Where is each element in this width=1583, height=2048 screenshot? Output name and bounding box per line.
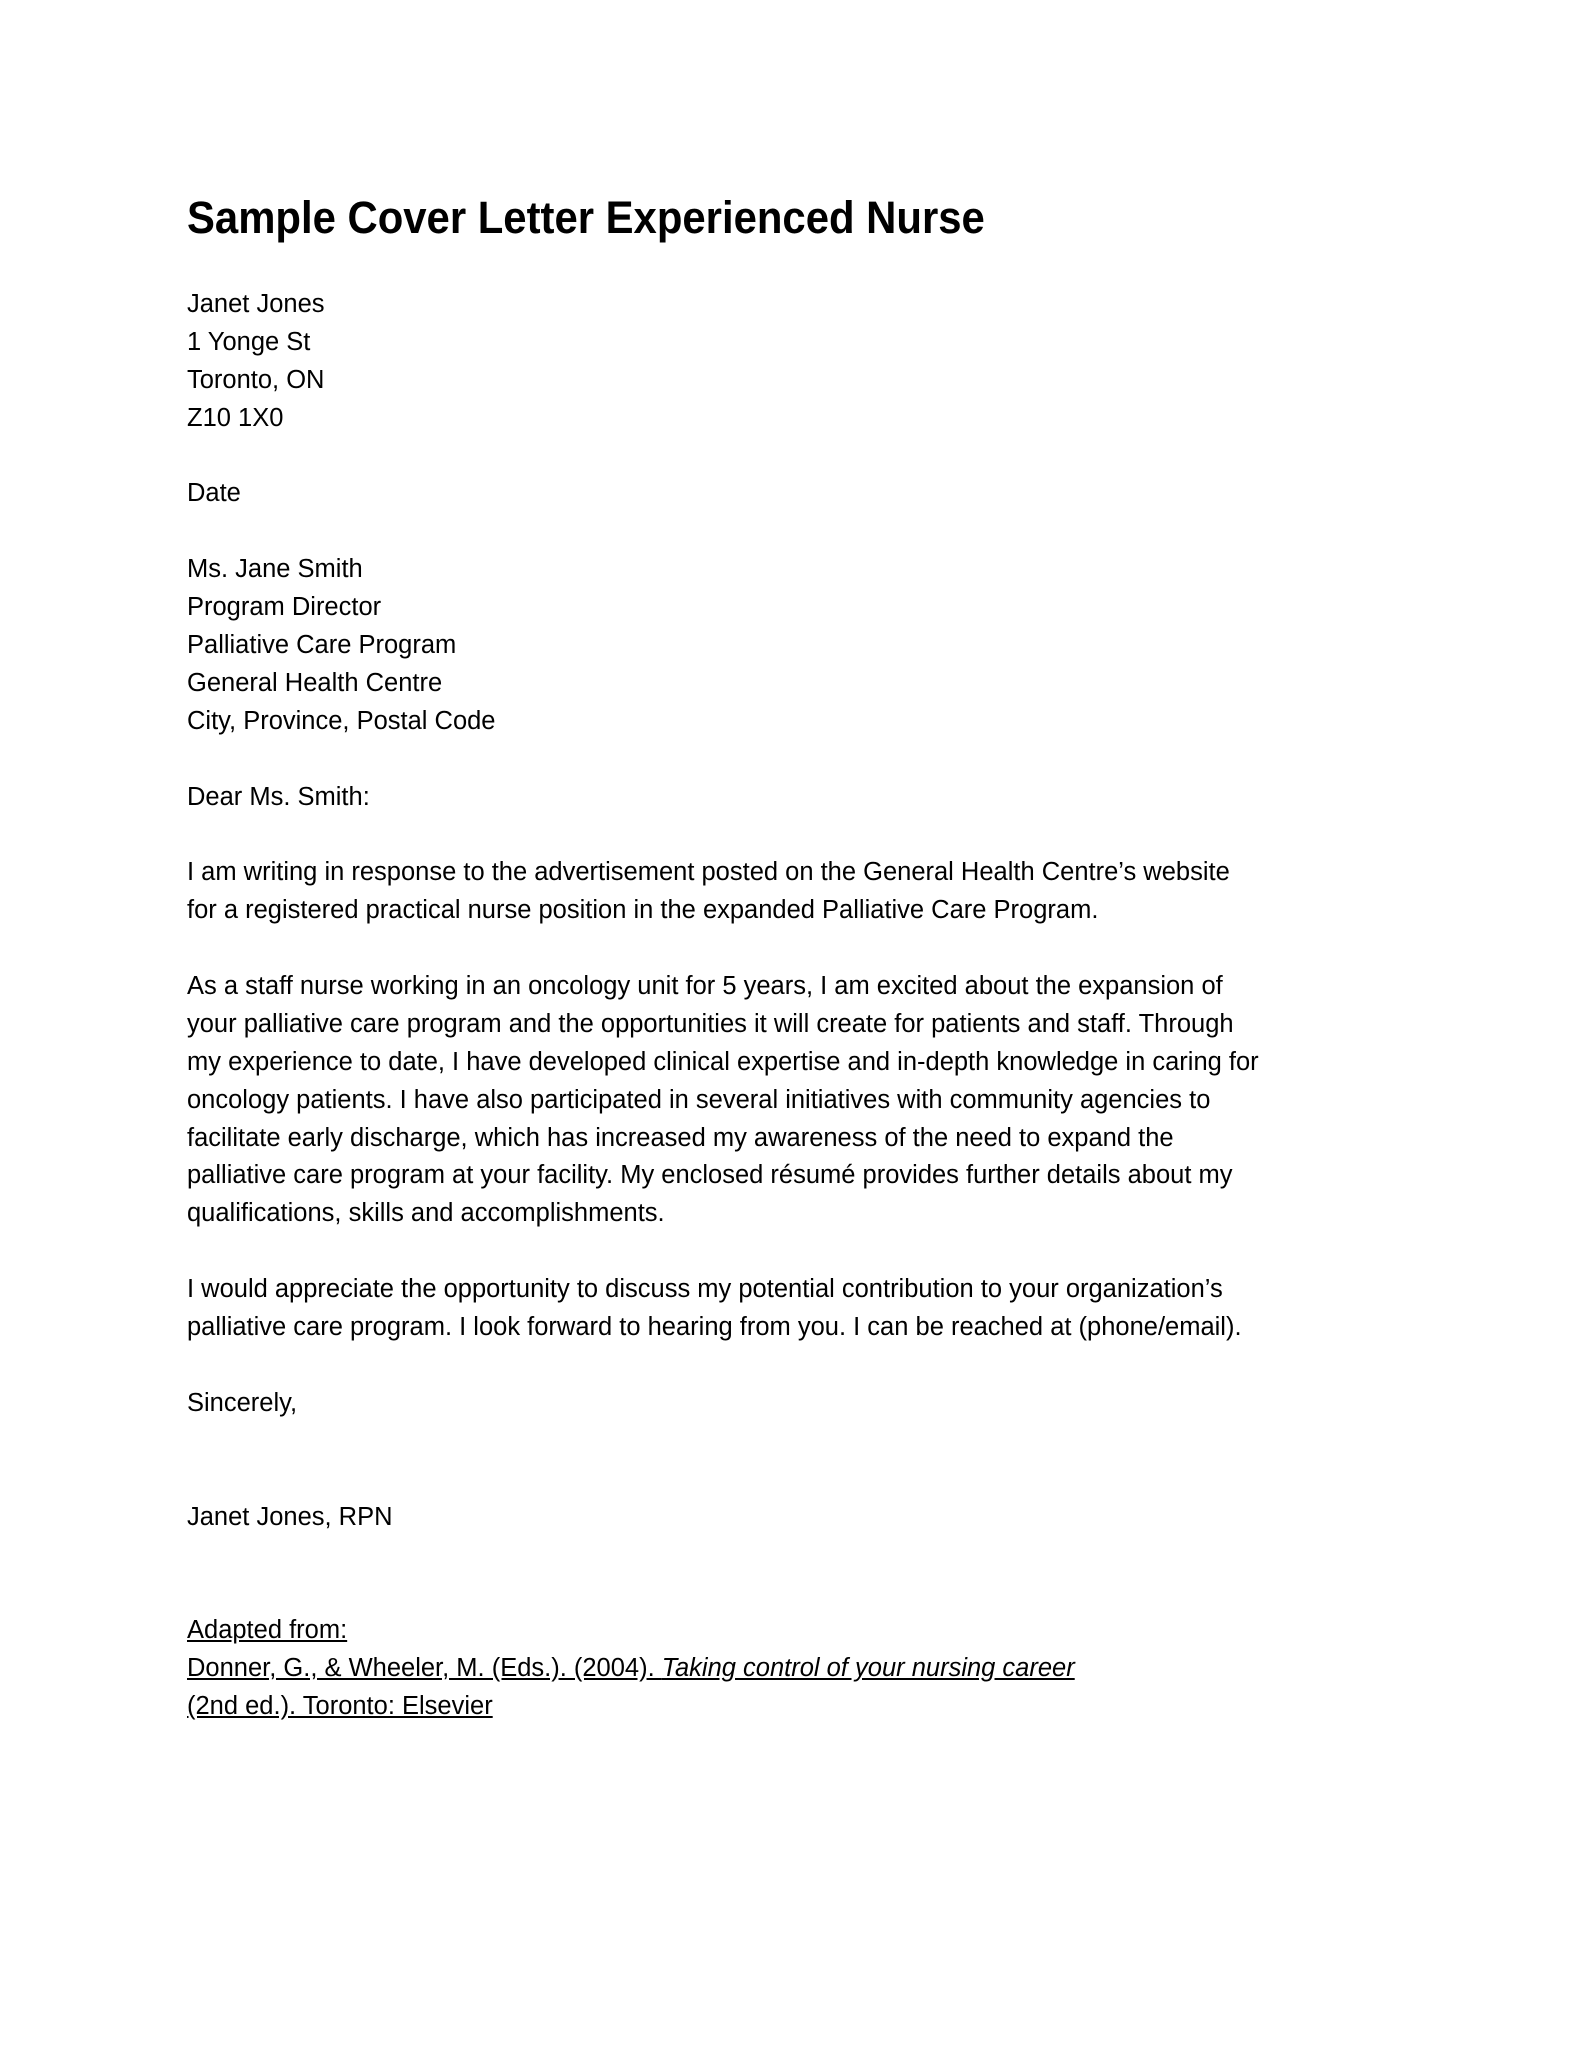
reference-heading: Adapted from: (187, 1616, 348, 1645)
paragraph-2 (187, 968, 1259, 1233)
recipient-address-line: City, Province, Postal Code (187, 706, 496, 735)
paragraph-line: your palliative care program and the opportunities it will create for patients and staff. Through (187, 1009, 1234, 1038)
page-title: Sample Cover Letter Experienced Nurse (187, 192, 985, 243)
reference (187, 1612, 1259, 1726)
paragraph-line: my experience to date, I have developed clinical expertise and in-depth knowledge in caring for (187, 1047, 1259, 1076)
letter-body (187, 286, 1259, 1726)
sender-name: Janet Jones (187, 290, 325, 318)
paragraph-line: As a staff nurse working in an oncology unit for 5 years, I am excited about the expansion of (187, 972, 1223, 1001)
closing: Sincerely, (187, 1388, 298, 1417)
reference-line-1 (187, 1650, 1259, 1688)
signature: Janet Jones, RPN (187, 1502, 393, 1531)
recipient-title: Program Director (187, 593, 382, 622)
reference-line-2: (2nd ed.). Toronto: Elsevier (187, 1691, 493, 1720)
sender-city: Toronto, ON (187, 365, 325, 394)
recipient-address (187, 551, 1259, 740)
salutation: Dear Ms. Smith: (187, 782, 370, 811)
paragraph-3 (187, 1271, 1259, 1347)
paragraph-line: palliative care program. I look forward to hearing from you. I can be reached at (phone/email). (187, 1313, 1242, 1342)
paragraph-1 (187, 854, 1259, 930)
paragraph-line: oncology patients. I have also participated in several initiatives with community agencies to (187, 1085, 1211, 1114)
sender-postal: Z10 1X0 (187, 403, 284, 432)
paragraph-line: qualifications, skills and accomplishments. (187, 1199, 665, 1228)
paragraph-line: I would appreciate the opportunity to discuss my potential contribution to your organization’s (187, 1275, 1223, 1304)
date: Date (187, 479, 241, 508)
reference-book-title: Taking control of your nursing career (661, 1654, 1075, 1683)
paragraph-line: I am writing in response to the advertisement posted on the General Health Centre’s website (187, 858, 1230, 887)
recipient-program: Palliative Care Program (187, 631, 457, 660)
reference-authors: Donner, G., & Wheeler, M. (Eds.). (2004). (187, 1654, 662, 1683)
paragraph-line: facilitate early discharge, which has increased my awareness of the need to expand the (187, 1123, 1174, 1152)
sender-address (187, 286, 1259, 438)
sender-street: 1 Yonge St (187, 327, 311, 356)
paragraph-line: palliative care program at your facility. My enclosed résumé provides further details about my (187, 1161, 1233, 1190)
recipient-name: Ms. Jane Smith (187, 555, 363, 584)
recipient-org: General Health Centre (187, 668, 443, 697)
paragraph-line: for a registered practical nurse position in the expanded Palliative Care Program. (187, 896, 1099, 925)
